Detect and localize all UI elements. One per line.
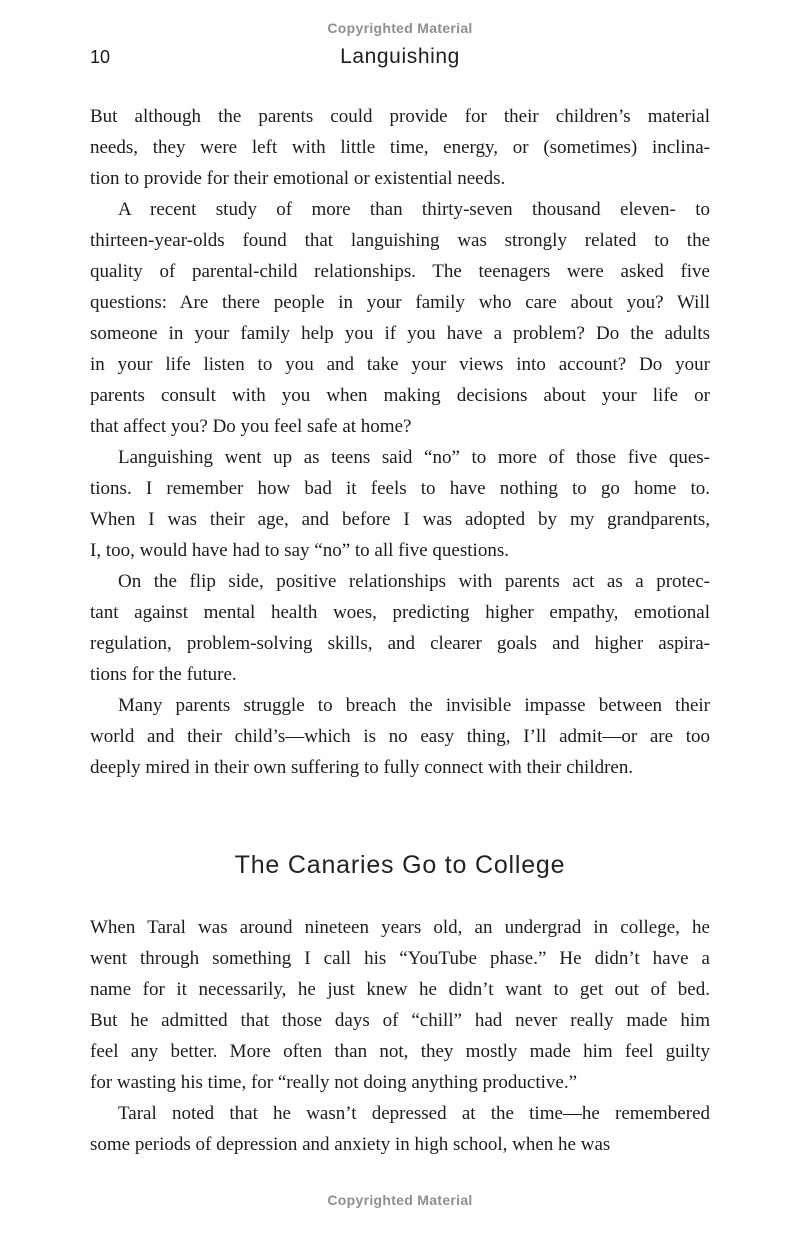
text-line: name for it necessarily, he just knew he didn’t want to get out of bed. xyxy=(90,979,710,1000)
text-line: regulation, problem-solving skills, and clearer goals and higher aspira- xyxy=(90,633,710,654)
text-line: tions. I remember how bad it feels to have nothing to go home to. xyxy=(90,478,710,499)
text-line: feel any better. More often than not, they mostly made him feel guilty xyxy=(90,1041,710,1062)
copyright-notice-bottom: Copyrighted Material xyxy=(327,1192,473,1208)
text-line: A recent study of more than thirty-seven thousand eleven- to xyxy=(118,199,710,220)
text-line: tant against mental health woes, predicting higher empathy, emotional xyxy=(90,602,710,623)
copyright-notice-top: Copyrighted Material xyxy=(327,20,473,36)
text-line: tions for the future. xyxy=(90,664,237,685)
paragraph xyxy=(90,194,710,442)
text-line: someone in your family help you if you have a problem? Do the adults xyxy=(90,323,710,344)
text-line: went through something I call his “YouTube phase.” He didn’t have a xyxy=(90,948,710,969)
text-line: in your life listen to you and take your views into account? Do your xyxy=(90,354,710,375)
running-title: Languishing xyxy=(340,45,460,68)
paragraph xyxy=(90,442,710,566)
paragraph xyxy=(90,1098,710,1160)
body-text xyxy=(90,101,710,1160)
text-line: When Taral was around nineteen years old, an undergrad in college, he xyxy=(90,917,710,938)
paragraph xyxy=(90,690,710,783)
text-line: questions: Are there people in your family who care about you? Will xyxy=(90,292,710,313)
text-line: Languishing went up as teens said “no” to more of those five ques- xyxy=(118,447,710,468)
text-line: But he admitted that those days of “chill” had never really made him xyxy=(90,1010,710,1031)
text-line: I, too, would have had to say “no” to all five questions. xyxy=(90,540,509,561)
text-line: tion to provide for their emotional or existential needs. xyxy=(90,168,506,189)
section-heading: The Canaries Go to College xyxy=(234,851,566,879)
paragraph xyxy=(90,101,710,194)
text-line: quality of parental-child relationships. The teenagers were asked five xyxy=(90,261,710,282)
text-line: deeply mired in their own suffering to fully connect with their children. xyxy=(90,757,634,778)
text-line: needs, they were left with little time, energy, or (sometimes) inclina- xyxy=(90,137,710,158)
text-line: Taral noted that he wasn’t depressed at the time—he remembered xyxy=(118,1103,710,1124)
text-line: world and their child’s—which is no easy thing, I’ll admit—or are too xyxy=(90,726,710,747)
paragraph xyxy=(90,566,710,690)
text-line: for wasting his time, for “really not doing anything productive.” xyxy=(90,1072,578,1093)
text-line: parents consult with you when making decisions about your life or xyxy=(90,385,710,406)
text-line: thirteen-year-olds found that languishing was strongly related to the xyxy=(90,230,710,251)
text-line: some periods of depression and anxiety in high school, when he was xyxy=(90,1134,611,1155)
text-line: On the flip side, positive relationships with parents act as a protec- xyxy=(118,571,710,592)
text-line: But although the parents could provide for their children’s material xyxy=(90,106,710,127)
page-number: 10 xyxy=(90,47,111,67)
text-line: When I was their age, and before I was adopted by my grandparents, xyxy=(90,509,710,530)
text-line: Many parents struggle to breach the invisible impasse between their xyxy=(118,695,710,716)
text-line: that affect you? Do you feel safe at home? xyxy=(90,416,412,437)
paragraph xyxy=(90,912,710,1098)
